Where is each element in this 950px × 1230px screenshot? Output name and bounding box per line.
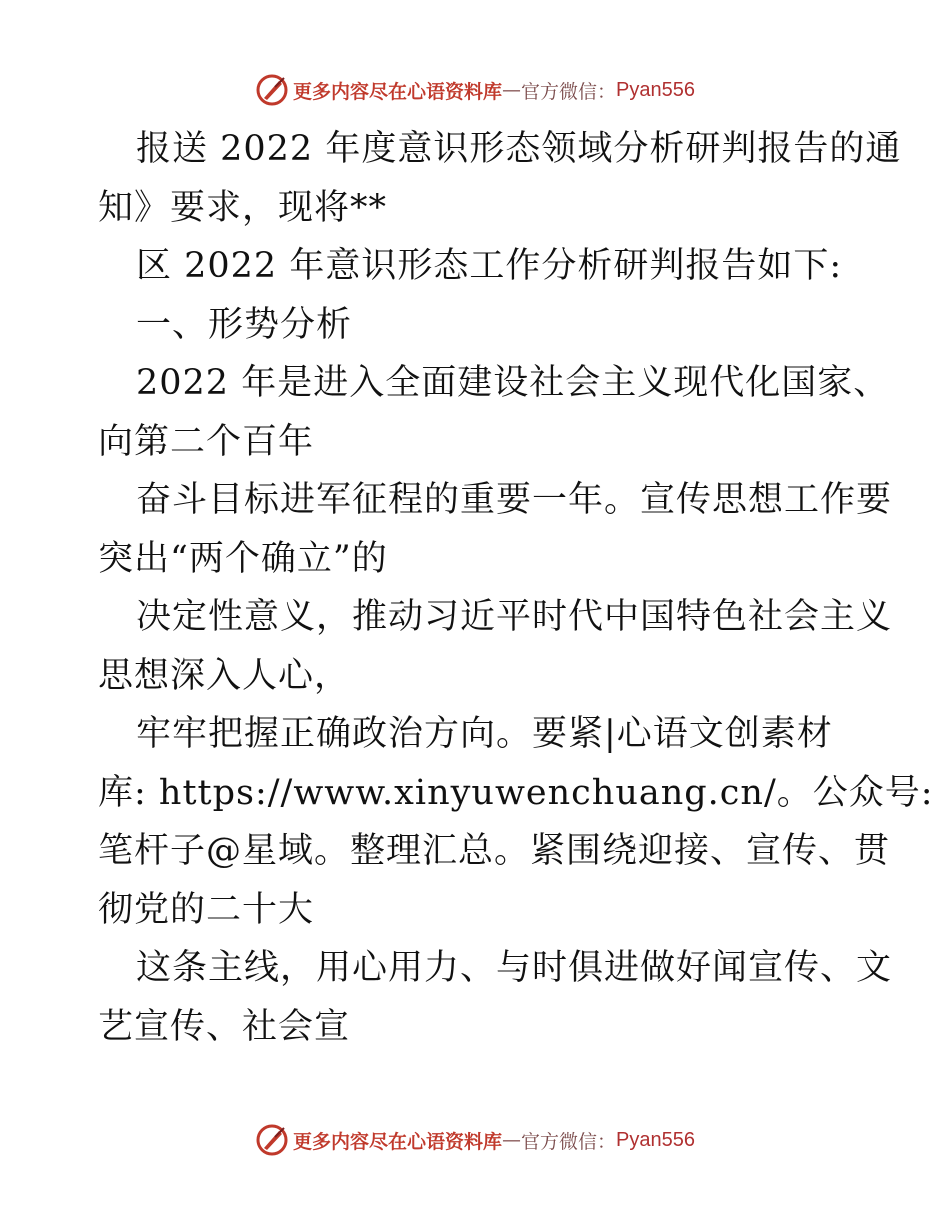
body-line: 库: https://www.xinyuwenchuang.cn/。公众号: xyxy=(98,772,934,813)
body-line: 2022 年是进入全面建设社会主义现代化国家、 xyxy=(136,363,890,403)
section-heading: 一、形势分析 xyxy=(136,304,353,345)
body-line: 区 2022 年意识形态工作分析研判报告如下: xyxy=(136,246,843,286)
body-line: 向第二个百年 xyxy=(98,421,315,462)
body-line: 艺宣传、社会宣 xyxy=(98,1006,351,1047)
body-line: 这条主线，用心用力、与时俱进做好闻宣传、文 xyxy=(136,948,893,988)
footer-watermark xyxy=(0,1120,950,1160)
body-line: 知》要求，现将** xyxy=(98,187,388,228)
body-line: 奋斗目标进军征程的重要一年。宣传思想工作要 xyxy=(136,480,893,520)
body-line: 突出“两个确立”的 xyxy=(98,538,388,579)
watermark-wechat-label: 官方微信： xyxy=(521,1130,617,1153)
watermark-handle: Pyan556 xyxy=(616,78,695,101)
document-body xyxy=(98,120,934,1056)
body-line: 笔杆子@星域。整理汇总。紧围绕迎接、宣传、贯 xyxy=(98,831,891,871)
watermark-dash: — xyxy=(502,79,522,101)
body-line: 彻党的二十大 xyxy=(98,889,315,930)
watermark-slogan: 更多内容尽在心语资料库 xyxy=(293,80,503,103)
header-watermark xyxy=(0,70,950,110)
watermark-handle: Pyan556 xyxy=(616,1128,695,1151)
quill-logo-icon xyxy=(255,1123,289,1157)
body-line: 报送 2022 年度意识形态领域分析研判报告的通 xyxy=(136,129,902,169)
watermark-dash: — xyxy=(502,1129,522,1151)
body-line: 牢牢把握正确政治方向。要紧|心语文创素材 xyxy=(136,714,833,754)
quill-logo-icon xyxy=(255,73,289,107)
watermark-wechat-label: 官方微信： xyxy=(521,80,617,103)
watermark-slogan: 更多内容尽在心语资料库 xyxy=(293,1130,503,1153)
body-line: 决定性意义，推动习近平时代中国特色社会主义 xyxy=(136,597,893,637)
body-line: 思想深入人心， xyxy=(98,655,351,696)
